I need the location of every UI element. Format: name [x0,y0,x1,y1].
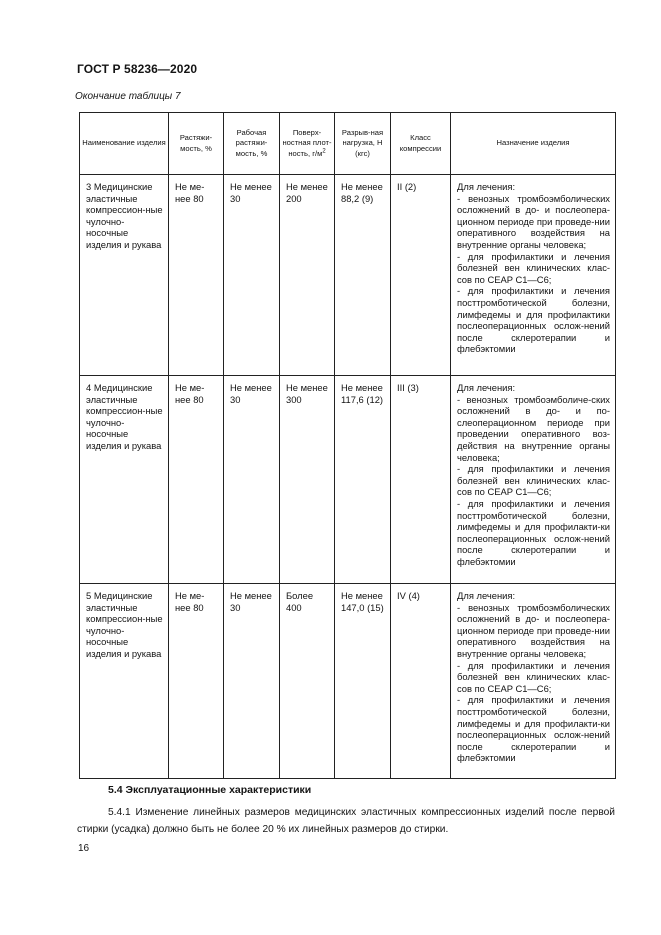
column-header-density [280,113,335,175]
cell-stretch: Не ме-нее 80 [169,584,224,779]
cell-name: 5 Медицинские эластичные компрессион-ные чулочно-носочные изделия и рукава [80,584,169,779]
cell-density: Не менее 300 [280,376,335,584]
cell-working-stretch: Не менее 30 [224,584,280,779]
column-header-load: Разрыв-ная нагрузка, Н (кгс) [335,113,391,175]
table-row [80,584,616,779]
table-row [80,175,616,376]
column-header-purpose: Назначение изделия [451,113,616,175]
cell-class: IV (4) [391,584,451,779]
column-header-class: Класс компрессии [391,113,451,175]
cell-purpose: Для лечения: - венозных тромбоэмболиче-ских осложнений в до- и по-слеоперационном периоде при проведении оперативного воз-действия на внутренние органы человека; - для профилактики и лечения болезней вен клинических клас-сов по CEAP C1—C6; - для профилактики и лечения посттромботической болезни, лимфедемы и для профилакти-ки послеоперационных ослож-нений после склеротерапии и флебэктомии [451,376,616,584]
cell-density: Не менее 200 [280,175,335,376]
section-paragraph: 5.4.1 Изменение линейных размеров медицинских эластичных компрессионных изделий после первой стирки (усадка) должно быть не более 20 % их линейных размеров до стирки. [77,807,615,835]
table-header-row [80,113,616,175]
column-header-density-text: Поверх-ностная плот-ность, г/м [282,127,332,158]
column-header-name: Наименование изделия [80,113,169,175]
cell-stretch: Не ме-нее 80 [169,175,224,376]
section-title: 5.4 Эксплуатационные характеристики [108,784,312,796]
density-unit-power: 2 [322,148,326,155]
cell-name: 4 Медицинские эластичные компрессион-ные чулочно-носочные изделия и рукава [80,376,169,584]
cell-purpose: Для лечения: - венозных тромбоэмболических осложнений в до- и послеопера-ционном периоде при проведе-нии оперативного воздействия на внутренние органы человека; - для профилактики и лечения болезней вен клинических клас-сов по CEAP C1—C6; - для профилактики и лечения посттромботической болезни, лимфедемы и для профилакти-ки послеоперационных ослож-нений после склеротерапии и флебэктомии [451,584,616,779]
cell-stretch: Не ме-нее 80 [169,376,224,584]
table-caption: Окончание таблицы 7 [75,91,181,102]
cell-density: Более 400 [280,584,335,779]
page-number: 16 [78,843,90,854]
cell-working-stretch: Не менее 30 [224,376,280,584]
column-header-stretch: Растяжи-мость, % [169,113,224,175]
cell-load: Не менее 88,2 (9) [335,175,391,376]
cell-working-stretch: Не менее 30 [224,175,280,376]
cell-name: 3 Медицинские эластичные компрессион-ные чулочно-носочные изделия и рукава [80,175,169,376]
table-row [80,376,616,584]
cell-purpose: Для лечения: - венозных тромбоэмболических осложнений в до- и послеопера-ционном периоде при проведе-нии оперативного воздействия на внутренние органы человека; - для профилактики и лечения болезней вен клинических клас-сов по CEAP C1—C6; - для профилактики и лечения посттромботической болезни, лимфедемы и для профилактики послеоперационных ослож-нений после склеротерапии и флебэктомии [451,175,616,376]
cell-load: Не менее 147,0 (15) [335,584,391,779]
document-code: ГОСТ Р 58236—2020 [77,62,198,76]
column-header-working-stretch: Рабочая растяжи-мость, % [224,113,280,175]
cell-load: Не менее 117,6 (12) [335,376,391,584]
cell-class: II (2) [391,175,451,376]
specification-table [79,112,616,779]
cell-class: III (3) [391,376,451,584]
